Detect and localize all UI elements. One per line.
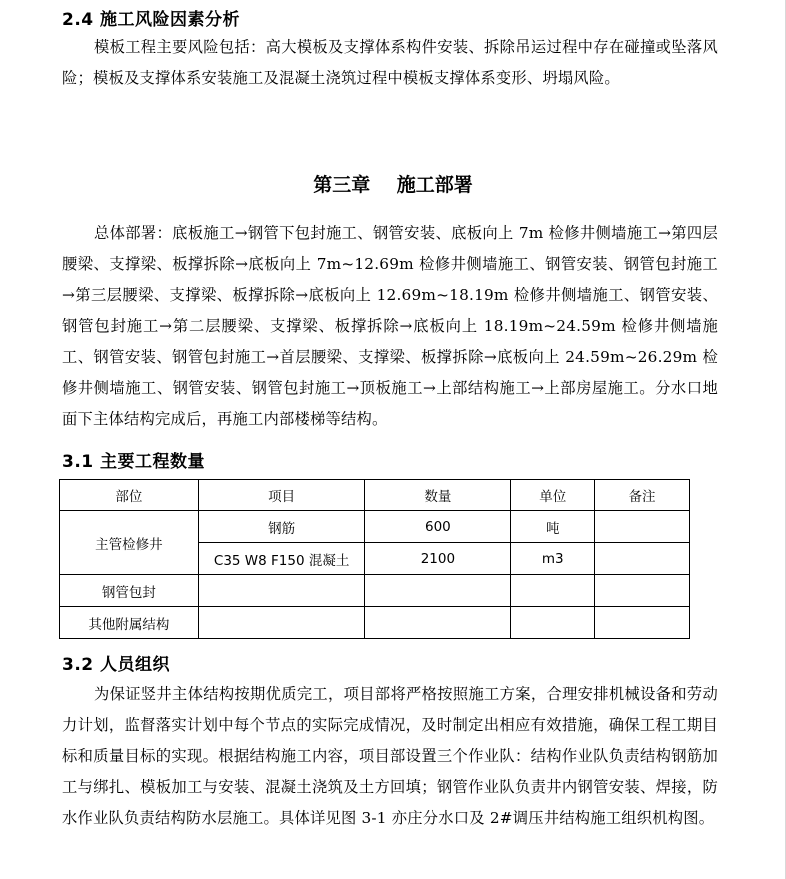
table-cell: 钢管包封	[60, 575, 199, 607]
table-cell	[595, 543, 690, 575]
table-row	[60, 607, 690, 639]
table-header-cell: 部位	[60, 480, 199, 511]
table-header-cell: 数量	[365, 480, 511, 511]
table-row	[60, 511, 690, 543]
section-3-2-paragraph: 为保证竖井主体结构按期优质完工，项目部将严格按照施工方案，合理安排机械设备和劳动力计划，监督落实计划中每个节点的实际完成情况，及时制定出相应有效措施，确保工程工期目标和质量目标的实现。根据结构施工内容，项目部设置三个作业队：结构作业队负责结构钢筋加工与绑扎、模板加工与安装、混凝土浇筑及土方回填；钢管作业队负责井内钢管安装、焊接，防水作业队负责结构防水层施工。具体详见图 3-1 亦庄分水口及 2#调压井结构施工组织机构图。	[62, 685, 718, 827]
table-cell	[595, 607, 690, 639]
table-cell: 钢筋	[198, 511, 365, 543]
quantity-table	[59, 479, 690, 639]
table-row	[60, 575, 690, 607]
table-header-cell: 项目	[198, 480, 365, 511]
table-cell	[595, 575, 690, 607]
table-cell	[511, 607, 595, 639]
table-cell	[365, 607, 511, 639]
table-cell	[198, 607, 365, 639]
table-cell: 吨	[511, 511, 595, 543]
section-2-4-paragraph: 模板工程主要风险包括：高大模板及支撑体系构件安装、拆除吊运过程中存在碰撞或坠落风险；模板及支撑体系安装施工及混凝土浇筑过程中模板支撑体系变形、坍塌风险。	[62, 38, 718, 87]
table-cell	[511, 575, 595, 607]
table-cell: 2100	[365, 543, 511, 575]
table-cell: m3	[511, 543, 595, 575]
table-cell: 600	[365, 511, 511, 543]
table-cell	[365, 575, 511, 607]
table-cell: C35 W8 F150 混凝土	[198, 543, 365, 575]
section-heading-3-1: 3.1 主要工程数量	[62, 452, 206, 472]
table-header-cell: 备注	[595, 480, 690, 511]
table-cell	[595, 511, 690, 543]
section-heading-3-2: 3.2 人员组织	[62, 655, 171, 675]
table-cell: 其他附属结构	[60, 607, 199, 639]
chapter-title: 第三章 施工部署	[313, 174, 473, 196]
table-group-cell: 主管检修井	[60, 511, 199, 575]
table-cell	[198, 575, 365, 607]
table-header-cell: 单位	[511, 480, 595, 511]
table-header-row	[60, 480, 690, 511]
section-heading-2-4: 2.4 施工风险因素分析	[62, 10, 241, 30]
chapter-3-paragraph: 总体部署：底板施工→钢管下包封施工、钢管安装、底板向上 7m 检修井侧墙施工→第四层腰梁、支撑梁、板撑拆除→底板向上 7m~12.69m 检修井侧墙施工、钢管安装、钢管包封施工→第三层腰梁、支撑梁、板撑拆除→底板向上 12.69m~18.19m 检修井侧墙施工、钢管安装、钢管包封施工→第二层腰梁、支撑梁、板撑拆除→底板向上 18.19m~24.59m 检修井侧墙施工、钢管安装、钢管包封施工→首层腰梁、支撑梁、板撑拆除→底板向上 24.59m~26.29m 检修井侧墙施工、钢管安装、钢管包封施工→顶板施工→上部结构施工→上部房屋施工。分水口地面下主体结构完成后，再施工内部楼梯等结构。	[62, 224, 718, 428]
